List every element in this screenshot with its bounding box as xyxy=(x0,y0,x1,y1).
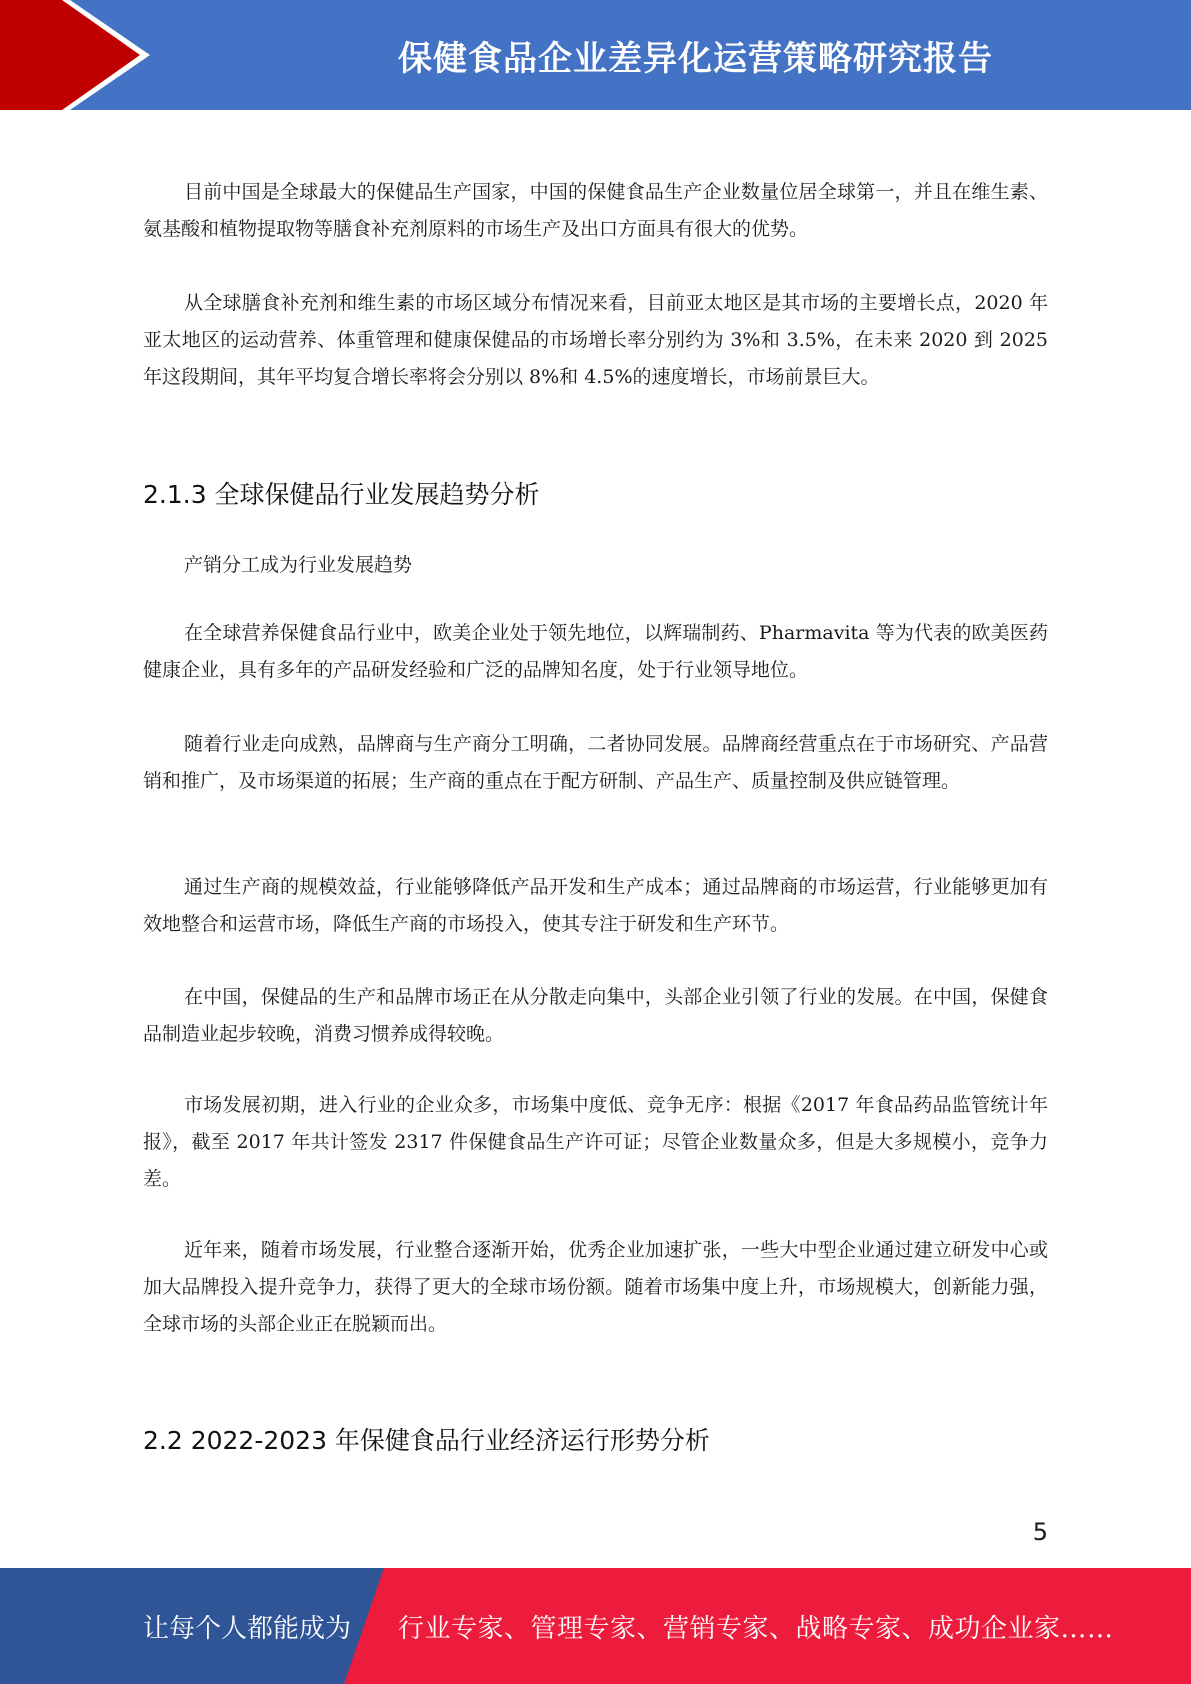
paragraph-6: 通过生产商的规模效益，行业能够降低产品开发和生产成本；通过品牌商的市场运营，行业能够更加有效地整合和运营市场，降低生产商的市场投入，使其专注于研发和生产环节。 xyxy=(143,876,1048,935)
paragraph-5: 随着行业走向成熟，品牌商与生产商分工明确，二者协同发展。品牌商经营重点在于市场研究、产品营销和推广，及市场渠道的拓展；生产商的重点在于配方研制、产品生产、质量控制及供应链管理。 xyxy=(143,733,1048,792)
page-number: 5 xyxy=(1032,1518,1048,1546)
section-heading-2-2: 2.2 2022-2023 年保健食品行业经济运行形势分析 xyxy=(143,1426,710,1455)
red-arrow-icon xyxy=(0,0,160,110)
report-title: 保健食品企业差异化运营策略研究报告 xyxy=(398,38,993,79)
page-header xyxy=(0,0,1191,110)
paragraph-2: 从全球膳食补充剂和维生素的市场区域分布情况来看，目前亚太地区是其市场的主要增长点，2020 年亚太地区的运动营养、体重管理和健康保健品的市场增长率分别约为 3%和 3.5%，在未来 2020 到 2025 年这段期间，其年平均复合增长率将会分别以 8%和 4.5%的速度增长，市场前景巨大。 xyxy=(143,292,1048,388)
paragraph-4: 在全球营养保健食品行业中，欧美企业处于领先地位，以辉瑞制药、Pharmavita 等为代表的欧美医药健康企业，具有多年的产品研发经验和广泛的品牌知名度，处于行业领导地位。 xyxy=(143,622,1048,681)
paragraph-7: 在中国，保健品的生产和品牌市场正在从分散走向集中，头部企业引领了行业的发展。在中国，保健食品制造业起步较晚，消费习惯养成得较晚。 xyxy=(143,986,1048,1045)
footer-slogan-right: 行业专家、管理专家、营销专家、战略专家、成功企业家…… xyxy=(398,1613,1114,1644)
page-footer xyxy=(0,1568,1191,1684)
section-heading-2-1-3: 2.1.3 全球保健品行业发展趋势分析 xyxy=(143,480,540,509)
footer-slogan-left: 让每个人都能成为 xyxy=(143,1613,352,1644)
paragraph-1: 目前中国是全球最大的保健品生产国家，中国的保健食品生产企业数量位居全球第一，并且在维生素、氨基酸和植物提取物等膳食补充剂原料的市场生产及出口方面具有很大的优势。 xyxy=(143,181,1048,240)
paragraph-3: 产销分工成为行业发展趋势 xyxy=(184,554,413,576)
paragraph-8: 市场发展初期，进入行业的企业众多，市场集中度低、竞争无序：根据《2017 年食品药品监管统计年报》，截至 2017 年共计签发 2317 件保健食品生产许可证；尽管企业数量众多，但是大多规模小，竞争力差。 xyxy=(143,1094,1048,1190)
paragraph-9: 近年来，随着市场发展，行业整合逐渐开始，优秀企业加速扩张，一些大中型企业通过建立研发中心或加大品牌投入提升竞争力，获得了更大的全球市场份额。随着市场集中度上升，市场规模大，创新能力强，全球市场的头部企业正在脱颖而出。 xyxy=(143,1239,1048,1335)
